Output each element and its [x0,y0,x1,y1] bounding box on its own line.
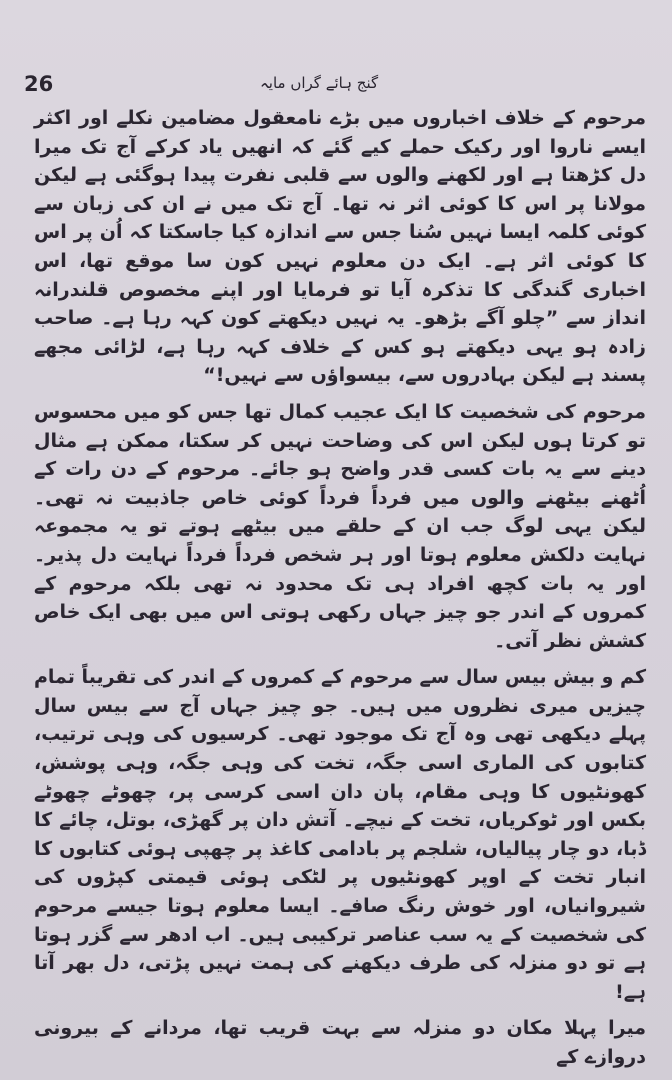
paragraph-4: میرا پہلا مکان دو منزلہ سے بہت قریب تھا، مردانے کے بیرونی دروازے کے [34,1017,646,1068]
page-number: 26 [24,72,54,96]
paragraph-2: مرحوم کی شخصیت کا ایک عجیب کمال تھا جس کو میں محسوس تو کرتا ہوں لیکن اس کی وضاحت نہیں کر سکتا، ممکن ہے مثال دینے سے یہ بات کسی قدر واضح ہو جائے۔ مرحوم کے دن رات کے اُٹھنے بیٹھنے والوں میں فرداً فرداً کوئی خاص جاذبیت نہ تھی۔ لیکن یہی لوگ جب ان کے حلقے میں بیٹھے ہوتے تو یہ مجموعہ نہایت دلکش معلوم ہوتا اور ہر شخص فرداً فرداً نہایت دل پذیر۔ اور یہ بات کچھ افراد ہی تک محدود نہ تھی بلکہ مرحوم کے کمروں کے اندر جو چیز جہاں رکھی ہوتی اس میں بھی ایک خاص کشش نظر آتی۔ [34,400,646,652]
paragraph-1: مرحوم کے خلاف اخباروں میں بڑے نامعقول مضامین نکلے اور اکثر ایسے ناروا اور رکیک حملے کیے گئے کہ انھیں یاد کرکے آج تک میرا دل کڑھتا ہے اور لکھنے والوں سے قلبی نفرت پیدا ہوگئی ہے لیکن مولانا پر اس کا کوئی اثر نہ تھا۔ آج تک میں نے ان کی زبان سے کوئی کلمہ ایسا نہیں سُنا جس سے اندازہ کیا جاسکتا کہ اُن پر اس کا کوئی اثر ہے۔ ایک دن معلوم نہیں کون سا موقع تھا، اس اخباری گندگی کا تذکرہ آیا تو فرمایا اور اپنے مخصوص قلندرانہ انداز سے ”چلو آگے بڑھو۔ یہ نہیں دیکھتے کون کہہ رہا ہے۔ صاحب زادہ ہو یہی دیکھتے ہو کس کے خلاف کہہ رہا ہے، لڑائی مجھے پسند ہے لیکن بہادروں سے، بیسواؤں سے نہیں!“ [34,107,646,387]
running-title: گنج ہائے گراں مایہ [260,74,379,92]
paragraph-3: کم و بیش بیس سال سے مرحوم کے کمروں کے اندر کی تقریباً تمام چیزیں میری نظروں میں ہیں۔ جو چیز جہاں آج سے بیس سال پہلے دیکھی تھی وہ آج تک موجود تھی۔ کرسیوں کی وہی ترتیب، کتابوں کی الماری اسی جگہ، تخت کی وہی جگہ، وہی پوشش، کھونٹیوں کا وہی مقام، پان دان اسی کرسی پر، چھوٹے چھوٹے بکس اور ٹوکریاں، تخت کے نیچے۔ آتش دان پر گھڑی، بوتل، چائے کا ڈبا، دو چار پیالیاں، شلجم پر بادامی کاغذ پر چھپی ہوئی کتابوں کا انبار تخت کے اوپر کھونٹیوں پر لٹکی ہوئی قیمتی کپڑوں کی شیروانیاں، اور خوش رنگ صافے۔ ایسا معلوم ہوتا جیسے مرحوم کی شخصیت کے یہ سب عناصر ترکیبی ہیں۔ اب ادھر سے گزر ہوتا ہے تو دو منزلہ کی طرف دیکھنے کی ہمت نہیں پڑتی، دل بھر آتا ہے! [34,666,646,1003]
body-text [34,104,646,1072]
